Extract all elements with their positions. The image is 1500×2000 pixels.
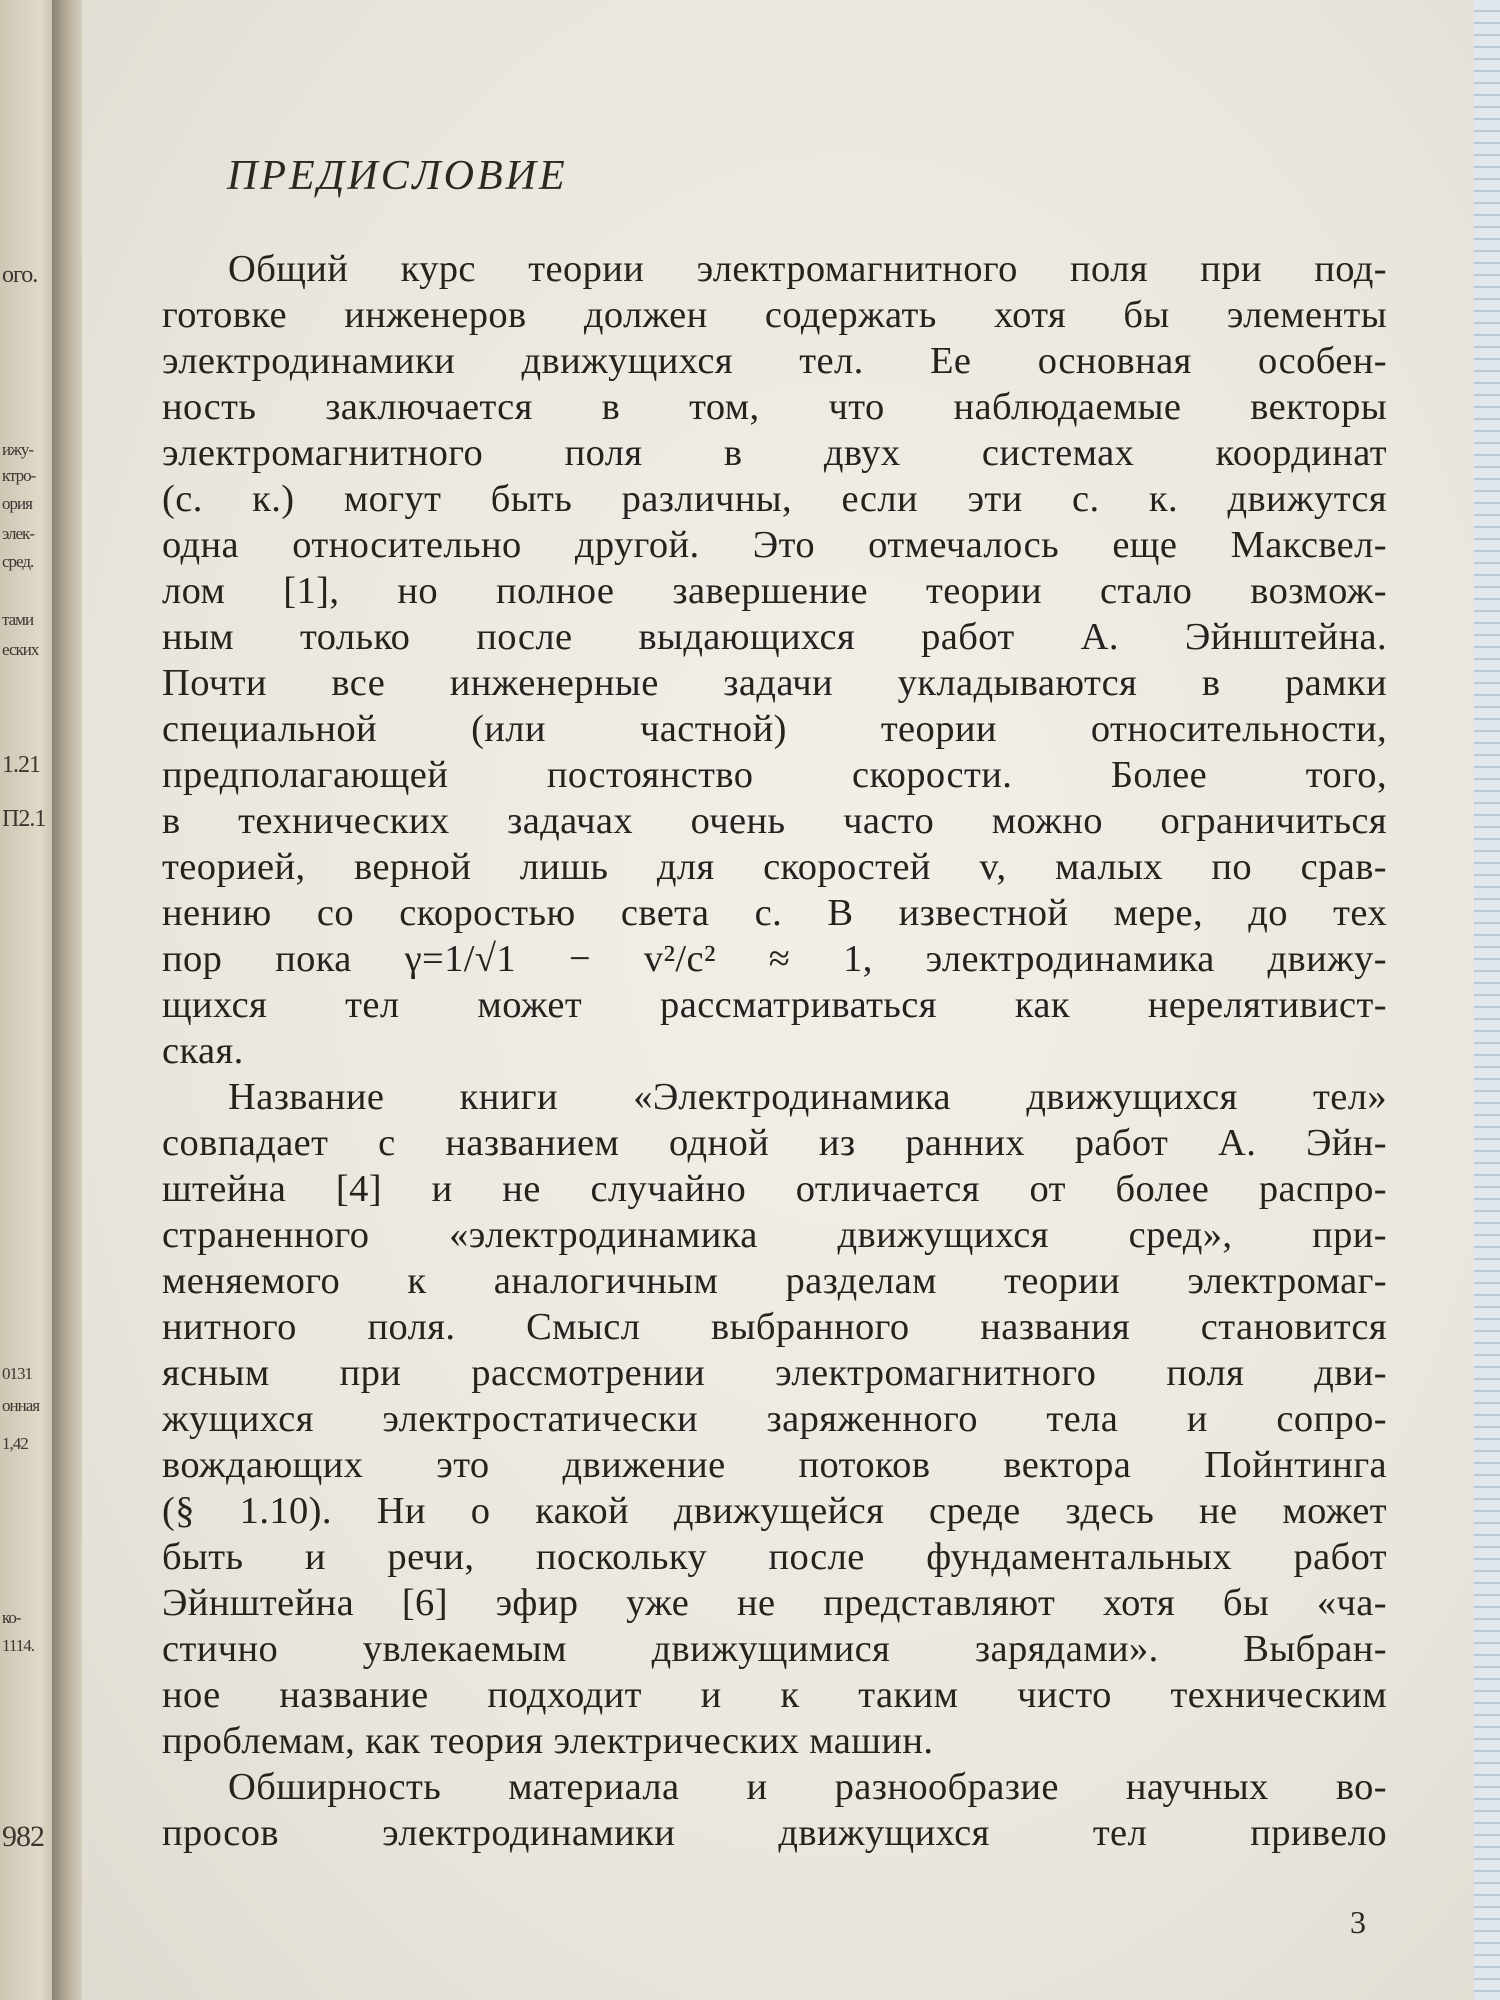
text-line: стично увлекаемым движущимися зарядами». Выбран- <box>162 1628 1387 1670</box>
text-line: теорией, верной лишь для скоростей v, малых по срав- <box>162 846 1387 888</box>
margin-note: ко- <box>2 1608 21 1627</box>
margin-note: 1.21 <box>2 752 40 778</box>
text-line: вождающих это движение потоков вектора Пойнтинга <box>162 1444 1387 1486</box>
text-line: (с. к.) могут быть различны, если эти с. к. движутся <box>162 478 1387 520</box>
text-line: электромагнитного поля в двух системах координат <box>162 432 1387 474</box>
margin-note: онная <box>2 1396 40 1415</box>
text-line: Почти все инженерные задачи укладываются в рамки <box>162 662 1387 704</box>
text-line: электродинамики движущихся тел. Ее основная особен- <box>162 340 1387 382</box>
text-line: меняемого к аналогичным разделам теории электромаг- <box>162 1260 1387 1302</box>
text-line: быть и речи, поскольку после фундаментальных работ <box>162 1536 1387 1578</box>
text-line: ным только после выдающихся работ А. Эйнштейна. <box>162 616 1387 658</box>
page-number: 3 <box>1350 1904 1366 1940</box>
margin-note: 982 <box>2 1820 44 1853</box>
text-line: Название книги «Электродинамика движущихся тел» <box>228 1076 1387 1118</box>
text-line: ное название подходит и к таким чисто техническим <box>162 1674 1387 1716</box>
text-line: просов электродинамики движущихся тел привело <box>162 1812 1387 1854</box>
body-text <box>162 246 1387 1856</box>
text-line: Общий курс теории электромагнитного поля при под- <box>228 248 1387 290</box>
text-line: нению со скоростью света c. В известной мере, до тех <box>162 892 1387 934</box>
book-page <box>82 0 1474 2000</box>
margin-note: элек- <box>2 524 34 543</box>
text-line: предполагающей постоянство скорости. Более того, <box>162 754 1387 796</box>
margin-note: ижу- <box>2 440 34 459</box>
formula-line: пор пока γ=1/√1 − v²/c² ≈ 1, электродинамика движу- <box>162 938 1387 980</box>
margin-note: ого. <box>2 262 38 288</box>
margin-note: 1,42 <box>2 1434 28 1453</box>
margin-note: П2.1 <box>2 806 46 832</box>
page-heading: ПРЕДИСЛОВИЕ <box>227 153 568 199</box>
margin-note: 0131 <box>2 1364 32 1383</box>
text-line: штейна [4] и не случайно отличается от более распро- <box>162 1168 1387 1210</box>
text-line: нитного поля. Смысл выбранного названия становится <box>162 1306 1387 1348</box>
text-line: одна относительно другой. Это отмечалось еще Максвел- <box>162 524 1387 566</box>
book-gutter <box>52 0 86 2000</box>
margin-note: еских <box>2 640 39 659</box>
text-line: специальной (или частной) теории относительности, <box>162 708 1387 750</box>
text-line: совпадает с названием одной из ранних работ А. Эйн- <box>162 1122 1387 1164</box>
text-line: лом [1], но полное завершение теории стало возмож- <box>162 570 1387 612</box>
previous-page-edge <box>0 0 58 2000</box>
text-line: жущихся электростатически заряженного тела и сопро- <box>162 1398 1387 1440</box>
text-line: ясным при рассмотрении электромагнитного поля дви- <box>162 1352 1387 1394</box>
text-line: ность заключается в том, что наблюдаемые векторы <box>162 386 1387 428</box>
margin-note: тами <box>2 610 34 629</box>
text-line: щихся тел может рассматриваться как нерелятивист- <box>162 984 1387 1026</box>
margin-note: ория <box>2 494 32 513</box>
margin-note: сред. <box>2 552 34 571</box>
margin-note: 1114. <box>2 1636 34 1655</box>
notebook-edge <box>1474 0 1500 2000</box>
text-line: готовке инженеров должен содержать хотя бы элементы <box>162 294 1387 336</box>
text-line: Обширность материала и разнообразие научных во- <box>228 1766 1387 1808</box>
text-line: страненного «электродинамика движущихся сред», при- <box>162 1214 1387 1256</box>
text-line: Эйнштейна [6] эфир уже не представляют хотя бы «ча- <box>162 1582 1387 1624</box>
text-line: ская. <box>162 1030 244 1072</box>
margin-note: ктро- <box>2 466 36 485</box>
text-line: проблемам, как теория электрических машин. <box>162 1720 934 1762</box>
text-line: (§ 1.10). Ни о какой движущейся среде здесь не может <box>162 1490 1387 1532</box>
text-line: в технических задачах очень часто можно ограничиться <box>162 800 1387 842</box>
